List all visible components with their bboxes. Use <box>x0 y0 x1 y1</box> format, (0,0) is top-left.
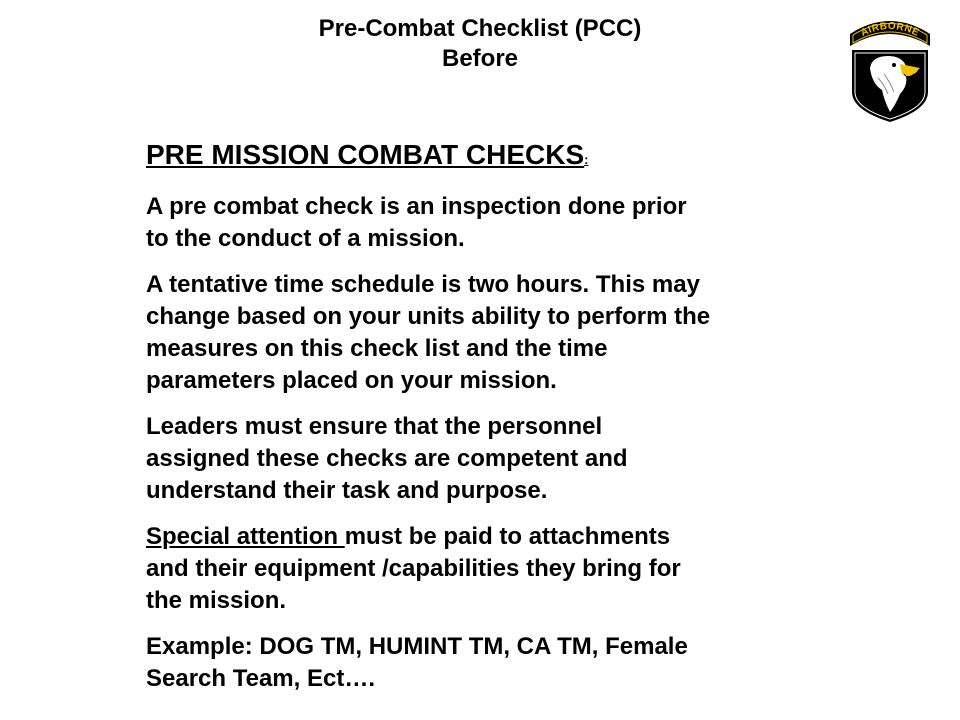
p4-line-2: and their equipment /capabilities they bring for <box>146 555 681 582</box>
slide-content <box>146 138 826 709</box>
paragraph-4 <box>146 521 826 617</box>
title-line-2: Before <box>441 45 519 72</box>
p3-line-1: Leaders must ensure that the personnel <box>146 413 603 440</box>
title-line-1: Pre-Combat Checklist (PCC) <box>318 15 642 42</box>
airborne-tab-text: AIRBORNE <box>859 20 921 39</box>
p2-line-2: change based on your units ability to perform the <box>146 303 711 330</box>
paragraph-1 <box>146 191 826 255</box>
paragraph-2 <box>146 269 826 397</box>
p4-line-1-rest: must be paid to attachments <box>344 523 671 550</box>
p5-line-1: Example: DOG TM, HUMINT TM, CA TM, Female <box>146 633 688 660</box>
slide-title <box>0 14 960 74</box>
heading-colon: : <box>584 152 589 167</box>
p1-line-2: to the conduct of a mission. <box>146 225 465 252</box>
p2-line-4: parameters placed on your mission. <box>146 367 557 394</box>
section-heading <box>146 138 826 177</box>
p3-line-3: understand their task and purpose. <box>146 477 548 504</box>
special-attention-text: Special attention <box>146 523 345 550</box>
heading-text: PRE MISSION COMBAT CHECKS <box>146 139 585 170</box>
p5-line-2: Search Team, Ect…. <box>146 665 375 692</box>
paragraph-5 <box>146 631 826 695</box>
p2-line-3: measures on this check list and the time <box>146 335 608 362</box>
screaming-eagle-patch-icon <box>848 12 932 124</box>
p4-line-1 <box>146 521 826 553</box>
eagle-eye <box>892 63 896 67</box>
p4-line-3: the mission. <box>146 587 287 614</box>
p1-line-1: A pre combat check is an inspection done prior <box>146 193 687 220</box>
paragraph-3 <box>146 411 826 507</box>
p3-line-2: assigned these checks are competent and <box>146 445 628 472</box>
p2-line-1: A tentative time schedule is two hours. This may <box>146 271 700 298</box>
